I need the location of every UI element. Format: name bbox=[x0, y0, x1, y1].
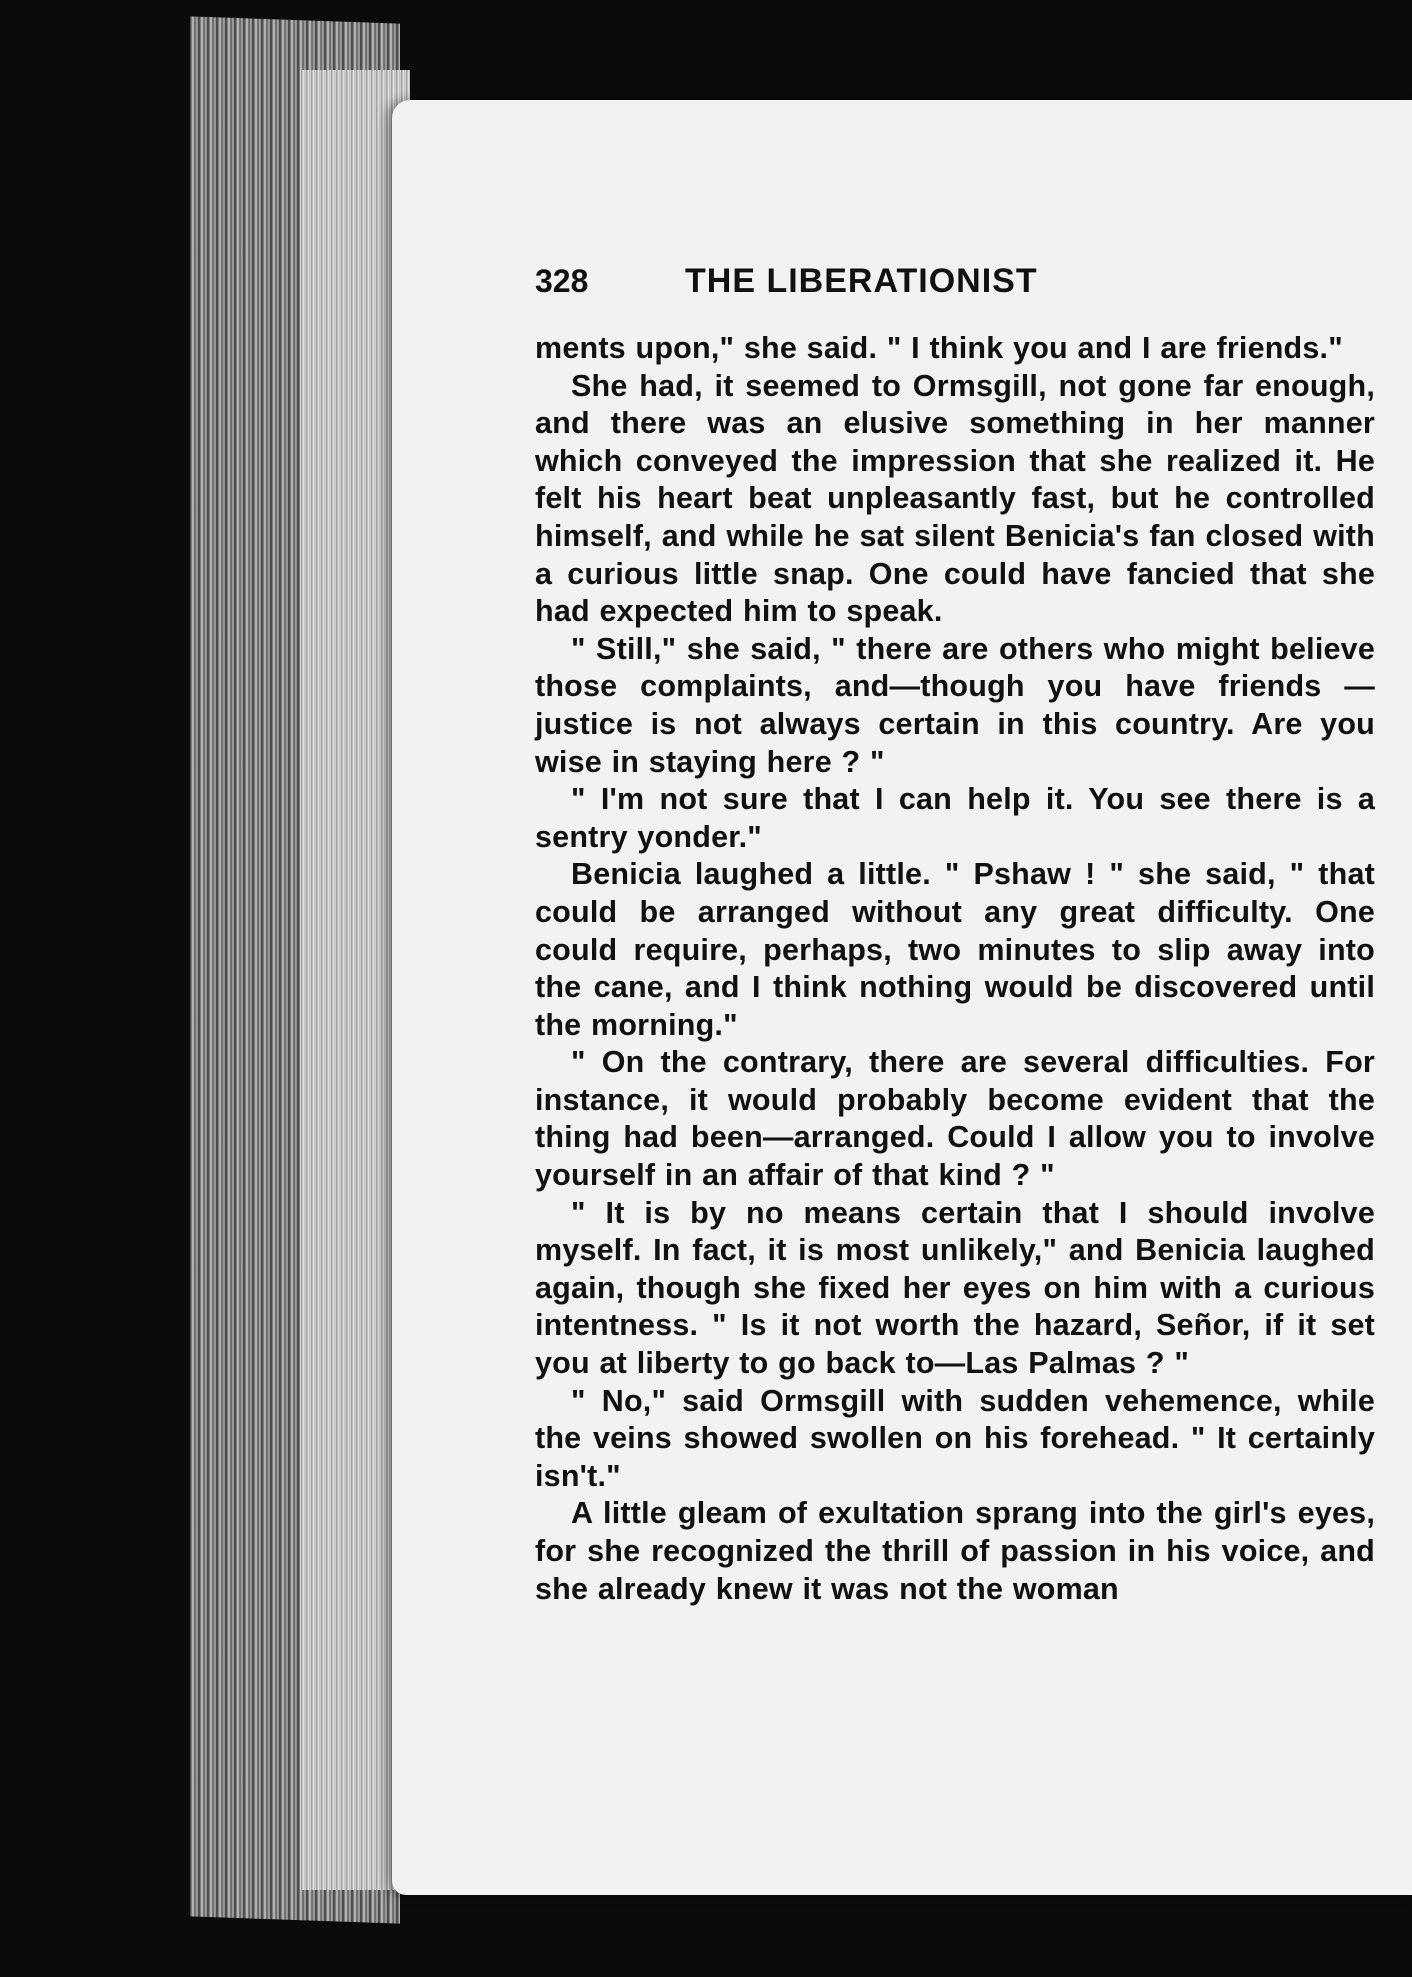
paragraph: " No," said Ormsgill with sudden vehemence, while the veins showed swollen on his forehead. " It certainly isn't." bbox=[535, 1383, 1375, 1493]
paragraph: She had, it seemed to Ormsgill, not gone far enough, and there was an elusive something in her manner which conveyed the impression that she realized it. He felt his heart beat unpleasantly fast, but he controlled himself, and while he sat silent Benicia's fan closed with a curious little snap. One could have fancied that she had expected him to speak. bbox=[535, 368, 1375, 629]
paragraph: Benicia laughed a little. " Pshaw ! " she said, " that could be arranged without any great difficulty. One could require, perhaps, two minutes to slip away into the cane, and I think nothing would be discovered until the morning." bbox=[535, 857, 1375, 1042]
paragraph: A little gleam of exultation sprang into the girl's eyes, for she recognized the thrill of passion in his voice, and she already knew it was not the woman bbox=[535, 1496, 1375, 1606]
paragraph: " On the contrary, there are several difficulties. For instance, it would probably become evident that the thing had been—arranged. Could I allow you to involve yourself in an affair of that kind ? " bbox=[535, 1045, 1375, 1193]
running-title: THE LIBERATIONIST bbox=[685, 262, 1038, 300]
paragraph: ments upon," she said. " I think you and I are friends." bbox=[535, 331, 1343, 365]
paragraph: " It is by no means certain that I should involve myself. In fact, it is most unlikely," and Benicia laughed again, though she fixed her eyes on him with a curious intentness. " Is it not worth the hazard, Señor, if it set you at liberty to go back to—Las Palmas ? " bbox=[535, 1195, 1375, 1381]
body-text bbox=[535, 330, 1375, 1608]
paragraph: " Still," she said, " there are others who might believe those complaints, and—though you have friends —justice is not always certain in this country. Are you wise in staying here ? " bbox=[535, 631, 1375, 779]
page-number: 328 bbox=[535, 263, 589, 299]
paragraph: " I'm not sure that I can help it. You see there is a sentry yonder." bbox=[535, 782, 1375, 854]
page-header bbox=[535, 262, 1375, 301]
